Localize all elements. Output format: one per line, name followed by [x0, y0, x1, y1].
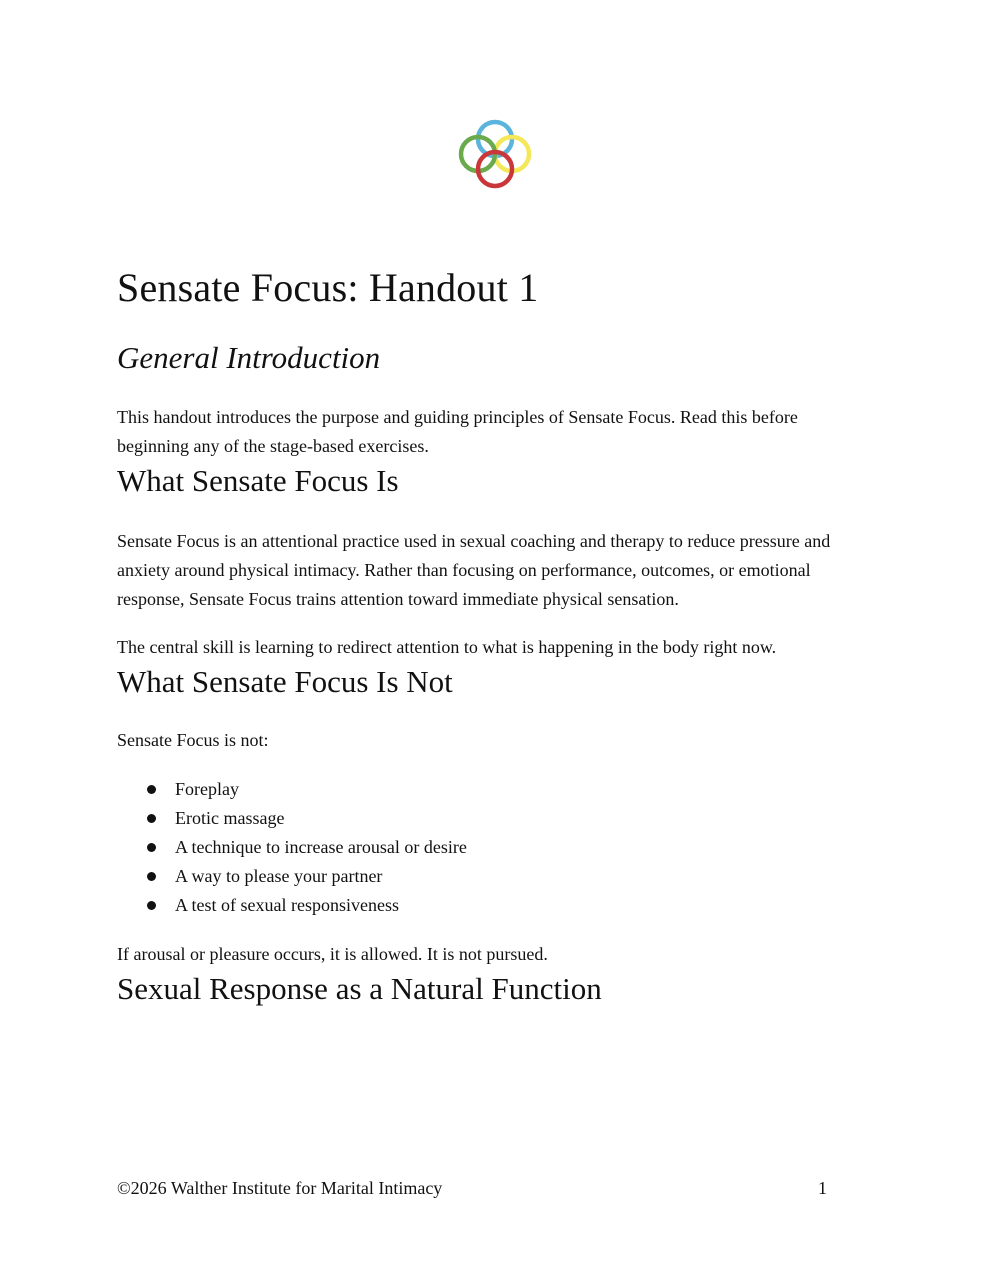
list-item	[117, 862, 847, 891]
bullet-icon	[147, 814, 156, 823]
section-heading-sexual-response: Sexual Response as a Natural Function	[117, 971, 602, 1006]
list-item-text: A way to please your partner	[175, 866, 383, 886]
bullet-icon	[147, 901, 156, 910]
bullet-icon	[147, 872, 156, 881]
page-subtitle: General Introduction	[117, 340, 381, 375]
list-item	[117, 775, 847, 804]
interlocking-rings-icon	[454, 116, 534, 196]
list-lead-paragraph: Sensate Focus is not:	[117, 730, 269, 750]
list-item-text: Foreplay	[175, 779, 239, 799]
bullet-icon	[147, 785, 156, 794]
list-item	[117, 804, 847, 833]
section-paragraph: The central skill is learning to redirect attention to what is happening in the body right now.	[117, 637, 777, 657]
bullet-icon	[147, 843, 156, 852]
list-item	[117, 833, 847, 862]
page-number: 1	[818, 1178, 827, 1198]
section-paragraph: Sensate Focus is an attentional practice used in sexual coaching and therapy to reduce pressure and anxiety around physical intimacy. Rather than focusing on performance, outcomes, or emotional response, Sensate Focus trains attention toward immediate physical sensation.	[117, 531, 831, 609]
bullet-list	[117, 775, 847, 920]
section-paragraph: If arousal or pleasure occurs, it is allowed. It is not pursued.	[117, 944, 548, 964]
section-heading-what-it-is-not: What Sensate Focus Is Not	[117, 664, 453, 699]
list-item-text: A test of sexual responsiveness	[175, 895, 399, 915]
footer-copyright: ©2026 Walther Institute for Marital Intimacy	[117, 1178, 443, 1198]
list-item-text: A technique to increase arousal or desire	[175, 837, 467, 857]
section-heading-what-it-is: What Sensate Focus Is	[117, 463, 399, 498]
intro-paragraph: This handout introduces the purpose and guiding principles of Sensate Focus. Read this before beginning any of the stage-based exercises.	[117, 407, 798, 456]
page-title: Sensate Focus: Handout 1	[117, 265, 539, 310]
list-item-text: Erotic massage	[175, 808, 285, 828]
list-item	[117, 891, 847, 920]
document-body	[117, 262, 847, 1009]
